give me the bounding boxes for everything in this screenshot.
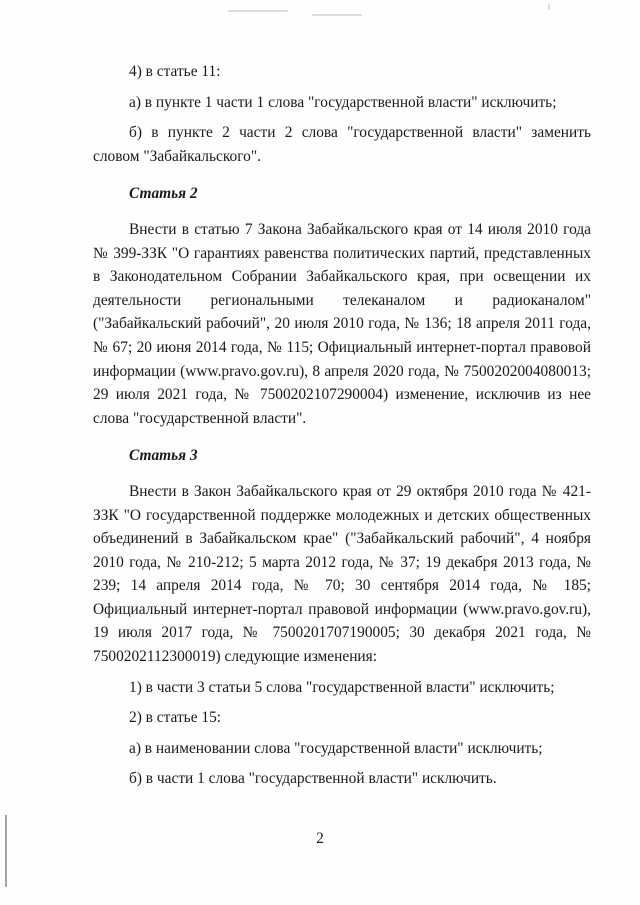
paragraph-item-4a: а) в пункте 1 части 1 слова "государственной власти" исключить; bbox=[129, 93, 557, 111]
list-item-2a: а) в наименовании слова "государственной власти" исключить; bbox=[129, 739, 543, 757]
article-2-title: Статья 2 bbox=[129, 185, 198, 203]
scan-speck bbox=[312, 14, 362, 16]
article-3-body: Внести в Закон Забайкальского края от 29 октября 2010 года № 421-ЗЗК "О государственной поддержке молодежных и детских общественных объединений в Забайкальском крае" ("Забайкальский рабочий", 4 ноября 2010 года, № 210-212; 5 марта 2012 года, № 37; 19 декабря 2013 года, № 239; 14 апреля 2014 года, № 70; 30 сентября 2014 года, № 185; Официальный интернет-портал правовой информации (www.pravo.gov.ru), 19 июля 2017 года, № 7500201707190005; 30 декабря 2021 года, № 7500202112300019) следующие изменения: bbox=[93, 482, 591, 666]
scan-speck bbox=[548, 4, 550, 10]
page-number: 2 bbox=[316, 830, 324, 847]
article-3-title: Статья 3 bbox=[129, 447, 198, 465]
list-item-2: 2) в статье 15: bbox=[129, 709, 222, 727]
list-item-2b: б) в части 1 слова "государственной власти" исключить. bbox=[129, 770, 497, 788]
scan-speck bbox=[228, 10, 288, 12]
paragraph-item-4b: б) в пункте 2 части 2 слова "государственной власти" заменить словом "Забайкальского". bbox=[93, 124, 591, 165]
list-item-1: 1) в части 3 статьи 5 слова "государственной власти" исключить; bbox=[129, 678, 555, 696]
document-body bbox=[93, 60, 591, 791]
paragraph-item-4: 4) в статье 11: bbox=[129, 63, 221, 80]
article-2-body: Внести в статью 7 Закона Забайкальского края от 14 июля 2010 года № 399-ЗЗК "О гарантиях равенства политических партий, представленных в Законодательном Собрании Забайкальского края, при освещении их деятельности региональными телеканалом и радиоканалом" ("Забайкальский рабочий", 20 июля 2010 года, № 136; 18 апреля 2011 года, № 67; 20 июня 2014 года, № 115; Официальный интернет-портал правовой информации (www.pravo.gov.ru), 8 апреля 2020 года, № 7500202004080013; 29 июля 2021 года, № 7500202107290004) изменение, исключив из нее слова "государственной власти". bbox=[93, 220, 591, 427]
scan-edge-mark bbox=[5, 815, 7, 887]
